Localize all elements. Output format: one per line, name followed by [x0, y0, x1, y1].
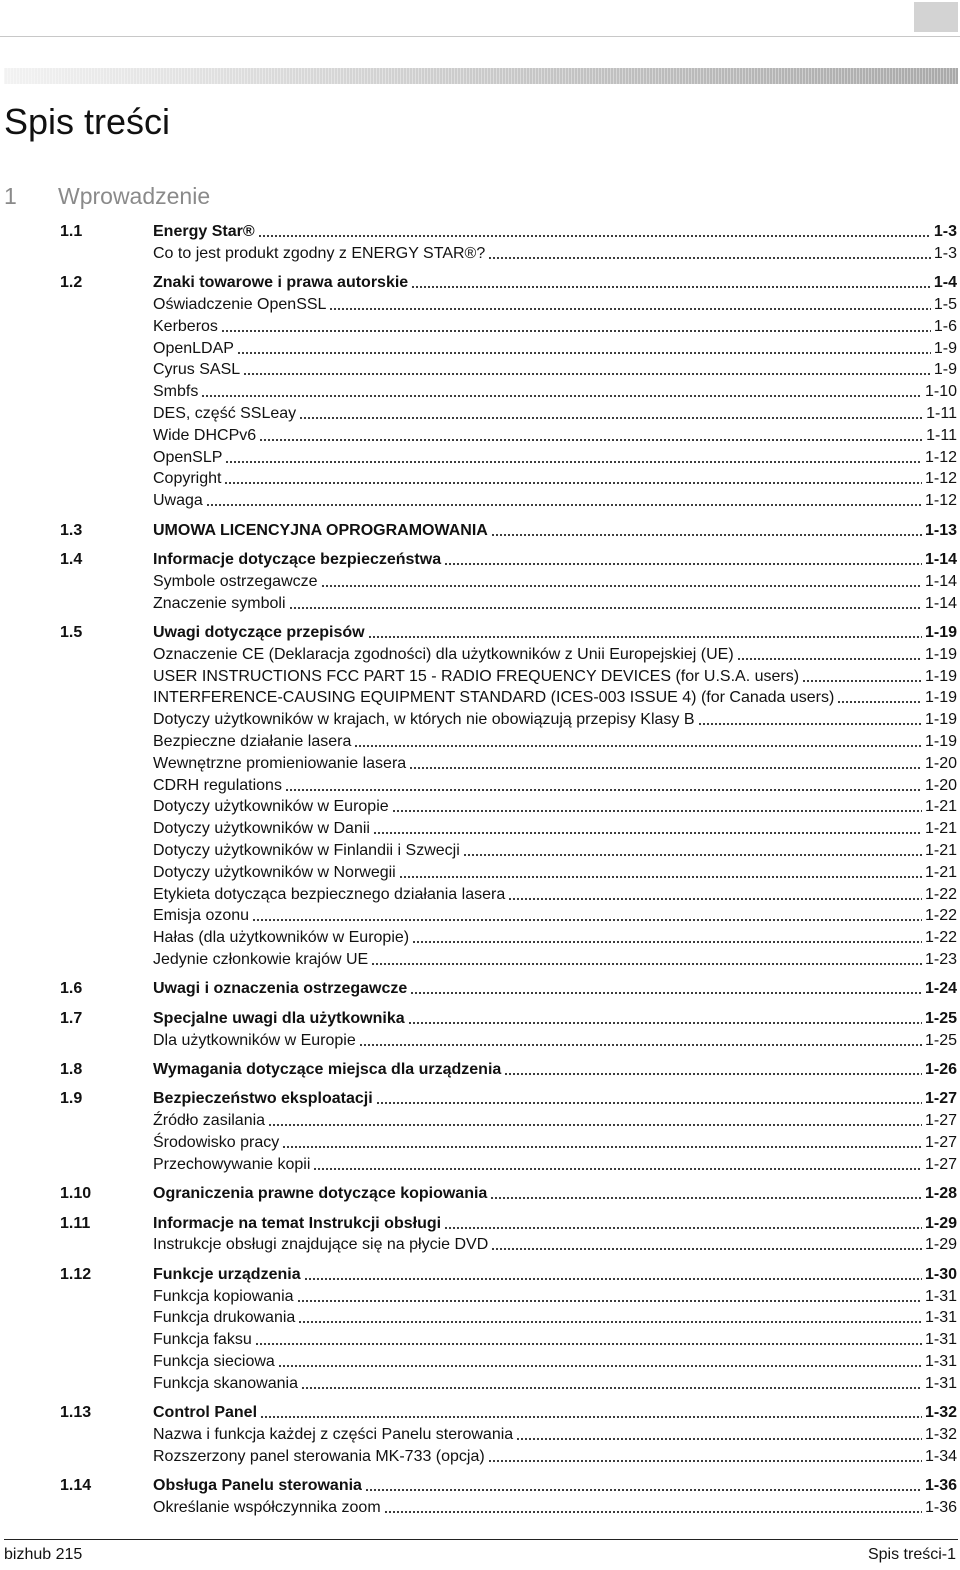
toc-section-row[interactable] — [60, 549, 957, 571]
dot-leader — [365, 1475, 922, 1497]
toc-entry-label: Smbfs — [153, 383, 199, 401]
dot-leader — [255, 1329, 922, 1351]
toc-entry — [153, 927, 957, 949]
dot-leader — [321, 571, 922, 593]
toc-entry-label: Źródło zasilania — [153, 1112, 266, 1130]
toc-subentry-row[interactable] — [60, 884, 957, 906]
toc-entry — [153, 381, 957, 403]
toc-subentry-row[interactable] — [60, 1154, 957, 1176]
toc-subentry-row[interactable] — [60, 840, 957, 862]
toc-section-row[interactable] — [60, 520, 957, 542]
toc-entry — [153, 840, 957, 862]
toc-entry-label: Uwaga — [153, 492, 203, 510]
dot-leader — [258, 221, 931, 243]
toc-page-number: 1-3 — [933, 244, 957, 262]
toc-entry-label: Wewnętrzne promieniowanie lasera — [153, 754, 407, 772]
chapter-number: 1 — [4, 183, 17, 209]
toc-entry-label: Nazwa i funkcja każdej z części Panelu sterowania — [153, 1426, 514, 1443]
dot-leader — [268, 1110, 922, 1132]
dot-leader — [354, 731, 922, 753]
toc-section-number: 1.1 — [60, 223, 83, 240]
footer-page-number: Spis treści-1 — [867, 1546, 956, 1563]
toc-page-number: 1-27 — [924, 1112, 957, 1130]
toc-page-number: 1-19 — [924, 667, 957, 685]
toc-entry — [153, 1446, 957, 1468]
toc-entry — [153, 1234, 957, 1256]
dot-leader — [508, 884, 922, 906]
toc-entry-label: Bezpieczeństwo eksploatacji — [153, 1090, 373, 1108]
toc-entry — [153, 753, 957, 775]
dot-leader — [490, 1183, 922, 1205]
dot-leader — [488, 243, 931, 265]
toc-page-number: 1-22 — [924, 929, 957, 947]
toc-section-row[interactable] — [60, 1402, 957, 1424]
toc-page-number: 1-27 — [924, 1134, 957, 1151]
toc-entry — [153, 1402, 957, 1424]
page-title: Spis treści — [4, 101, 171, 142]
toc-section-row[interactable] — [60, 1059, 957, 1081]
toc-entry-label: Informacje dotyczące bezpieczeństwa — [153, 551, 442, 568]
toc-entry-label: Dotyczy użytkowników w Europie — [153, 798, 389, 816]
toc-subentry-row[interactable] — [60, 447, 957, 469]
toc-section-number: 1.3 — [60, 521, 83, 539]
toc-subentry-row[interactable] — [60, 316, 957, 338]
toc-section-number: 1.8 — [60, 1061, 83, 1078]
toc-entry — [153, 1132, 957, 1154]
toc-section-number: 1.11 — [60, 1214, 91, 1232]
toc-section-number: 1.7 — [60, 1009, 83, 1027]
toc-subentry-row[interactable] — [60, 1132, 957, 1154]
dot-leader — [737, 644, 922, 666]
toc-entry — [153, 520, 957, 542]
toc-section-number: 1.12 — [60, 1265, 92, 1283]
toc-page-number: 1-21 — [924, 863, 957, 881]
toc-subentry-row[interactable] — [60, 1329, 957, 1351]
toc-page-number: 1-6 — [933, 317, 957, 335]
dot-leader — [282, 1132, 922, 1154]
toc-entry-label: Funkcja skanowania — [153, 1374, 298, 1392]
toc-entry — [153, 294, 957, 316]
dot-leader — [802, 666, 922, 688]
toc-entry — [153, 571, 957, 593]
toc-entry-label: Przechowywanie kopii — [153, 1155, 311, 1173]
toc-entry — [153, 1088, 957, 1110]
toc-entry — [153, 243, 957, 265]
toc-page-number: 1-20 — [924, 754, 957, 772]
toc-entry — [153, 1008, 957, 1030]
chapter-title: Wprowadzenie — [58, 183, 211, 209]
toc-entry-label: DES, część SSLeay — [153, 405, 297, 422]
toc-entry — [153, 1183, 957, 1205]
dot-leader — [491, 1234, 922, 1256]
toc-entry — [153, 862, 957, 884]
toc-page-number: 1-26 — [924, 1061, 957, 1078]
toc-entry — [153, 447, 957, 469]
toc-entry — [153, 666, 957, 688]
toc-entry-label: OpenSLP — [153, 448, 223, 466]
toc-page-number: 1-9 — [933, 339, 957, 357]
toc-section-number: 1.4 — [60, 551, 83, 568]
toc-entry-label: Wide DHCPv6 — [153, 426, 257, 444]
toc-subentry-row[interactable] — [60, 666, 957, 688]
dot-leader — [278, 1351, 922, 1373]
toc-entry-label: Środowisko pracy — [153, 1134, 280, 1151]
toc-section-row[interactable] — [60, 272, 957, 294]
toc-section-number: 1.13 — [60, 1404, 92, 1422]
dot-leader — [698, 709, 922, 731]
toc-page-number: 1-13 — [924, 521, 957, 539]
toc-entry — [153, 949, 957, 971]
toc-subentry-row[interactable] — [60, 1030, 957, 1052]
toc-subentry-row[interactable] — [60, 775, 957, 797]
toc-subentry-row[interactable] — [60, 1286, 957, 1308]
toc-entry-label: Dotyczy użytkowników w Danii — [153, 820, 370, 838]
toc-page-number: 1-25 — [924, 1009, 957, 1027]
toc-entry-label: Instrukcje obsługi znajdujące się na płycie DVD — [153, 1236, 489, 1254]
dot-leader — [206, 490, 922, 512]
toc-page-number: 1-32 — [924, 1426, 957, 1443]
toc-entry — [153, 1373, 957, 1395]
toc-page-number: 1-25 — [924, 1031, 957, 1049]
toc-page-number: 1-19 — [924, 689, 957, 707]
toc-entry — [153, 468, 957, 490]
toc-entry-label: UMOWA LICENCYJNA OPROGRAMOWANIA — [153, 521, 488, 539]
toc-subentry-row[interactable] — [60, 905, 957, 927]
toc-entry-label: Funkcje urządzenia — [153, 1265, 301, 1283]
toc-page-number: 1-3 — [933, 223, 957, 240]
toc-entry — [153, 490, 957, 512]
toc-section-row[interactable] — [60, 1183, 957, 1205]
dot-leader — [225, 447, 922, 469]
toc-entry — [153, 549, 957, 571]
toc-subentry-row[interactable] — [60, 294, 957, 316]
toc-page-number: 1-34 — [924, 1447, 957, 1465]
toc-subentry-row[interactable] — [60, 927, 957, 949]
toc-subentry-row[interactable] — [60, 709, 957, 731]
toc-page-number: 1-14 — [924, 551, 957, 568]
toc-page-number: 1-19 — [924, 733, 957, 750]
toc-entry-label: Dotyczy użytkowników w Norwegii — [153, 863, 396, 881]
toc-entry-label: Dotyczy użytkowników w Finlandii i Szwecji — [153, 842, 460, 859]
dot-leader — [410, 978, 922, 1000]
dot-leader — [298, 1307, 922, 1329]
toc-page-number: 1-28 — [924, 1185, 957, 1203]
toc-page-number: 1-27 — [924, 1090, 957, 1108]
dot-leader — [463, 840, 922, 862]
toc-entry — [153, 1497, 957, 1519]
dot-leader — [371, 949, 922, 971]
dot-leader — [313, 1154, 922, 1176]
toc-subentry-row[interactable] — [60, 1234, 957, 1256]
toc-page-number: 1-22 — [924, 885, 957, 903]
toc-section-number: 1.5 — [60, 624, 83, 641]
toc-page-number: 1-32 — [924, 1404, 957, 1422]
dot-leader — [243, 359, 931, 381]
toc-page-number: 1-19 — [924, 624, 957, 641]
toc-entry — [153, 272, 957, 294]
toc-subentry-row[interactable] — [60, 381, 957, 403]
dot-leader — [491, 520, 922, 542]
toc-section-row[interactable] — [60, 622, 957, 644]
toc-page-number: 1-21 — [924, 820, 957, 838]
toc-page-number: 1-24 — [924, 980, 957, 998]
toc-entry — [153, 1110, 957, 1132]
toc-entry — [153, 425, 957, 447]
toc-subentry-row[interactable] — [60, 1307, 957, 1329]
toc-section-row[interactable] — [60, 1213, 957, 1235]
toc-entry — [153, 622, 957, 644]
toc-section-row[interactable] — [60, 1264, 957, 1286]
toc-page-number: 1-31 — [924, 1374, 957, 1392]
toc-entry — [153, 1424, 957, 1446]
toc-subentry-row[interactable] — [60, 731, 957, 753]
toc-subentry-row[interactable] — [60, 687, 957, 709]
dot-leader — [329, 294, 930, 316]
dot-leader — [368, 622, 922, 644]
toc-entry — [153, 316, 957, 338]
toc-entry — [153, 593, 957, 615]
toc-page-number: 1-19 — [924, 645, 957, 663]
toc-entry-label: Etykieta dotycząca bezpiecznego działania lasera — [153, 885, 506, 903]
toc-entry — [153, 1351, 957, 1373]
toc-page-number: 1-12 — [924, 448, 957, 466]
toc-subentry-row[interactable] — [60, 571, 957, 593]
dot-leader — [444, 1213, 922, 1235]
dot-leader — [444, 549, 922, 571]
toc-entry — [153, 1030, 957, 1052]
toc-entry — [153, 775, 957, 797]
toc-entry — [153, 338, 957, 360]
dot-leader — [384, 1497, 922, 1519]
footer-rule — [4, 1539, 958, 1540]
dot-leader — [260, 1402, 922, 1424]
toc-subentry-row[interactable] — [60, 403, 957, 425]
toc-page-number: 1-31 — [924, 1331, 957, 1349]
toc-entry-label: Informacje na temat Instrukcji obsługi — [153, 1214, 442, 1232]
toc-subentry-row[interactable] — [60, 468, 957, 490]
toc-entry-label: Funkcja sieciowa — [153, 1353, 275, 1370]
toc-entry-label: Oznaczenie CE (Deklaracja zgodności) dla użytkowników z Unii Europejskiej (UE) — [153, 645, 734, 663]
dot-leader — [376, 1088, 922, 1110]
toc-page-number: 1-21 — [924, 842, 957, 859]
toc-entry — [153, 1059, 957, 1081]
footer-product-name: bizhub 215 — [4, 1546, 83, 1563]
dot-leader — [221, 316, 931, 338]
toc-entry — [153, 905, 957, 927]
toc-section-row[interactable] — [60, 978, 957, 1000]
toc-page-number: 1-4 — [933, 274, 957, 292]
toc-entry-label: Hałas (dla użytkowników w Europie) — [153, 929, 410, 947]
toc-entry-label: Wymagania dotyczące miejsca dla urządzenia — [153, 1061, 502, 1078]
toc-entry-label: Oświadczenie OpenSSL — [153, 296, 327, 313]
toc-entry-label: Funkcja kopiowania — [153, 1287, 294, 1305]
toc-entry — [153, 1286, 957, 1308]
toc-entry-label: Emisja ozonu — [153, 907, 250, 925]
dot-leader — [301, 1373, 922, 1395]
toc-subentry-row[interactable] — [60, 425, 957, 447]
toc-page-number: 1-36 — [924, 1477, 957, 1495]
toc-entry — [153, 403, 957, 425]
toc-section-number: 1.10 — [60, 1185, 92, 1203]
toc-entry-label: Funkcja faksu — [153, 1331, 252, 1349]
toc-entry-label: Określanie współczynnika zoom — [153, 1499, 381, 1516]
toc-entry — [153, 1475, 957, 1497]
toc-entry-label: CDRH regulations — [153, 776, 282, 794]
toc-entry — [153, 1329, 957, 1351]
toc-entry-label: Specjalne uwagi dla użytkownika — [153, 1009, 405, 1027]
dot-leader — [399, 862, 922, 884]
toc-page-number: 1-11 — [926, 426, 957, 444]
toc-subentry-row[interactable] — [60, 1497, 957, 1519]
dot-leader — [409, 753, 922, 775]
dot-leader — [299, 403, 923, 425]
toc-entry — [153, 709, 957, 731]
toc-entry-label: INTERFERENCE-CAUSING EQUIPMENT STANDARD (ICES-003 ISSUE 4) (for Canada users) — [153, 689, 835, 707]
toc-entry-label: Cyrus SASL — [153, 361, 241, 379]
toc-page-number: 1-31 — [924, 1287, 957, 1305]
toc-entry — [153, 884, 957, 906]
dot-leader — [289, 593, 922, 615]
dot-leader — [504, 1059, 922, 1081]
toc-entry — [153, 221, 957, 243]
toc-entry-label: Funkcja drukowania — [153, 1309, 296, 1327]
toc-page-number: 1-31 — [924, 1309, 957, 1327]
toc-entry — [153, 796, 957, 818]
toc-entry-label: OpenLDAP — [153, 339, 234, 357]
toc-subentry-row[interactable] — [60, 862, 957, 884]
dot-leader — [224, 468, 921, 490]
toc-subentry-row[interactable] — [60, 796, 957, 818]
toc-subentry-row[interactable] — [60, 1424, 957, 1446]
toc-entry — [153, 1307, 957, 1329]
toc-section-row[interactable] — [60, 221, 957, 243]
toc-subentry-row[interactable] — [60, 1351, 957, 1373]
toc-entry-label: Copyright — [153, 470, 222, 488]
toc-entry-label: Znaki towarowe i prawa autorskie — [153, 274, 409, 292]
toc-entry — [153, 818, 957, 840]
toc-page-number: 1-11 — [926, 405, 957, 422]
dot-leader — [297, 1286, 922, 1308]
toc-page-number: 1-19 — [924, 711, 957, 729]
dot-leader — [411, 272, 931, 294]
toc-page-number: 1-14 — [924, 572, 957, 590]
toc-subentry-row[interactable] — [60, 1446, 957, 1468]
toc-subentry-row[interactable] — [60, 818, 957, 840]
toc-page-number: 1-10 — [924, 383, 957, 401]
toc-entry-label: Bezpieczne działanie lasera — [153, 733, 352, 750]
toc-page-number: 1-20 — [924, 776, 957, 794]
toc-subentry-row[interactable] — [60, 949, 957, 971]
dot-leader — [237, 338, 931, 360]
toc-subentry-row[interactable] — [60, 593, 957, 615]
toc-page-number: 1-23 — [924, 951, 957, 968]
dot-leader — [392, 796, 922, 818]
toc-page-number: 1-27 — [924, 1155, 957, 1173]
dot-leader — [412, 927, 922, 949]
dot-leader — [252, 905, 922, 927]
toc-entry-label: Uwagi dotyczące przepisów — [153, 624, 365, 641]
toc-page-number: 1-21 — [924, 798, 957, 816]
toc-page-number: 1-14 — [924, 594, 957, 612]
toc-subentry-row[interactable] — [60, 753, 957, 775]
toc-page-number: 1-30 — [924, 1265, 957, 1283]
toc-section-number: 1.14 — [60, 1477, 92, 1495]
toc-subentry-row[interactable] — [60, 1373, 957, 1395]
toc-entry-label: Symbole ostrzegawcze — [153, 572, 318, 590]
toc-entry — [153, 687, 957, 709]
dot-leader — [837, 687, 922, 709]
toc-page-number: 1-12 — [924, 470, 957, 488]
dot-leader — [516, 1424, 922, 1446]
toc-subentry-row[interactable] — [60, 243, 957, 265]
dot-leader — [285, 775, 922, 797]
toc-subentry-row[interactable] — [60, 338, 957, 360]
toc-section-number: 1.9 — [60, 1090, 83, 1108]
toc-entry-label: Uwagi i oznaczenia ostrzegawcze — [153, 980, 408, 998]
toc-entry-label: Jedynie członkowie krajów UE — [153, 951, 369, 968]
toc-entry-label: Obsługa Panelu sterowania — [153, 1477, 362, 1495]
toc-entry-label: Energy Star® — [153, 223, 255, 240]
dot-leader — [201, 381, 922, 403]
toc-page-number: 1-36 — [924, 1499, 957, 1516]
toc-page-number: 1-29 — [924, 1236, 957, 1254]
toc-entry-label: Kerberos — [153, 317, 218, 335]
toc-subentry-row[interactable] — [60, 1110, 957, 1132]
toc-entry-label: Rozszerzony panel sterowania MK-733 (opcja) — [153, 1447, 485, 1465]
toc-entry — [153, 359, 957, 381]
toc-entry — [153, 731, 957, 753]
toc-entry-label: Control Panel — [153, 1404, 258, 1422]
toc-page-number: 1-5 — [933, 296, 957, 313]
dot-leader — [488, 1446, 922, 1468]
toc-entry-label: Co to jest produkt zgodny z ENERGY STAR®? — [153, 244, 486, 262]
toc-entry — [153, 644, 957, 666]
toc-subentry-row[interactable] — [60, 490, 957, 512]
dot-leader — [408, 1008, 922, 1030]
toc-section-row[interactable] — [60, 1475, 957, 1497]
toc-entry-label: Znaczenie symboli — [153, 594, 286, 612]
toc-entry — [153, 978, 957, 1000]
toc-section-number: 1.6 — [60, 980, 83, 998]
toc-entry-label: Dla użytkowników w Europie — [153, 1031, 356, 1049]
toc-page-number: 1-22 — [924, 907, 957, 925]
dot-leader — [304, 1264, 922, 1286]
toc-section-row[interactable] — [60, 1088, 957, 1110]
toc-page-number: 1-9 — [933, 361, 957, 379]
toc-page-number: 1-31 — [924, 1353, 957, 1370]
dot-leader — [259, 425, 923, 447]
toc-subentry-row[interactable] — [60, 359, 957, 381]
toc-entry — [153, 1264, 957, 1286]
toc-page-number: 1-12 — [924, 492, 957, 510]
toc-entry-label: Dotyczy użytkowników w krajach, w których nie obowiązują przepisy Klasy B — [153, 711, 695, 729]
toc-entry-label: USER INSTRUCTIONS FCC PART 15 - RADIO FREQUENCY DEVICES (for U.S.A. users) — [153, 667, 800, 685]
dot-leader — [373, 818, 922, 840]
toc-subentry-row[interactable] — [60, 644, 957, 666]
toc-section-number: 1.2 — [60, 274, 83, 292]
toc-section-row[interactable] — [60, 1008, 957, 1030]
toc-entry-label: Ograniczenia prawne dotyczące kopiowania — [153, 1185, 488, 1203]
toc-entry — [153, 1213, 957, 1235]
toc-entry — [153, 1154, 957, 1176]
dot-leader — [359, 1030, 922, 1052]
toc-page-number: 1-29 — [924, 1214, 957, 1232]
